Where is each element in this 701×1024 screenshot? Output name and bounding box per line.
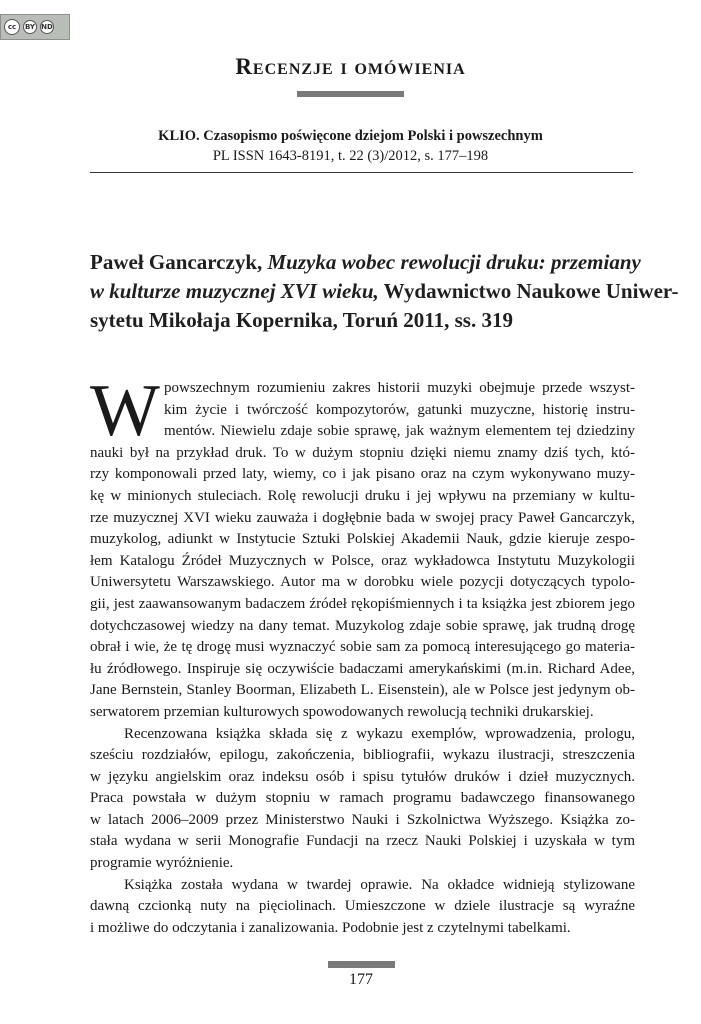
body-line: Recenzowana książka składa się z wykazu exemplów, wprowadzenia, prologu, [124, 725, 635, 742]
title-decoration-bar [297, 91, 404, 97]
book-title-text: w kulturze muzycznej XVI wieku, [90, 279, 379, 303]
cc-license-badge [0, 14, 70, 40]
body-line: w latach 2006–2009 przez Ministerstwo Nauki i Szkolnictwa Wyższego. Książka zo- [90, 811, 635, 828]
drop-cap: W [90, 370, 160, 452]
journal-name: KLIO. Czasopismo poświęcone dziejom Polski i powszechnym [158, 128, 543, 144]
body-line: dawną czcionką nuty na pięciolinach. Umieszczone w dziele ilustracje są wyraźne [90, 898, 635, 915]
body-line: Jane Bernstein, Stanley Boorman, Elizabeth L. Eisenstein), ale w Polsce jest jedynym ob- [90, 682, 635, 699]
section-title: Recenzje i omówienia [235, 54, 466, 79]
body-line: w języku angielskim oraz indeksu osób i spisu tytułów druków i dzieł muzycznych. [90, 768, 635, 785]
body-line: stała wydana w serii Monografie Fundacji na rzecz Nauki Polskiej i uzyskała w tym [90, 833, 635, 850]
header-rule [90, 172, 633, 173]
body-line: łem Katalogu Źródeł Muzycznych w Polsce, oraz wykładowca Instytutu Muzykologii [90, 552, 635, 569]
body-line: Uniwersytetu Warszawskiego. Autor ma w dorobku wiele pozycji dotyczących typolo- [90, 574, 635, 591]
body-line: sześciu rozdziałów, epilogu, zakończenia, bibliografii, wykazu ilustracji, streszczenia [90, 747, 635, 764]
book-title-text: Muzyka wobec rewolucji druku: przemiany [267, 250, 641, 274]
heading-text: Paweł Gancarczyk, [90, 250, 268, 274]
by-icon: BY [23, 20, 37, 34]
heading-text: Wydawnictwo Naukowe Uniwer- [378, 279, 679, 303]
body-line: rze muzycznej XVI wieku zauważa i dogłębnie bada w swojej pracy Paweł Gancarczyk, [90, 509, 635, 526]
body-line: dotychczasowej wiedzy na dany temat. Muzykolog zdaje sobie sprawę, jak trudną drogę [90, 617, 635, 634]
body-line: kim życie i twórczość kompozytorów, gatunki muzyczne, historię instru- [164, 401, 635, 418]
heading-line [90, 277, 679, 306]
heading-line [90, 306, 635, 335]
review-body [90, 370, 635, 939]
heading-line [90, 248, 641, 277]
body-line: mentów. Niewielu zdaje sobie sprawę, jak ważnym elementem tej dziedziny [164, 423, 635, 440]
body-line: gii, jest zaawansowanym badaczem źródeł rękopiśmiennych i ta książka jest zbiorem jego [90, 595, 635, 612]
body-line: powszechnym rozumieniu zakres historii muzyki obejmuje przede wszyst- [164, 380, 635, 396]
body-line: Książka została wydana w twardej oprawie. Na okładce widnieją stylizowane [124, 876, 635, 893]
review-heading [90, 248, 679, 335]
body-line: muzykolog, adiunkt w Instytucie Sztuki Polskiej Akademii Nauk, gdzie kieruje zespo- [90, 531, 635, 548]
page-number-bar [328, 961, 395, 968]
body-line: serwatorem przemian kulturowych spowodowanych rewolucją techniki drukarskiej. [90, 703, 594, 720]
body-line: Praca powstała w dużym stopniu w ramach programu badawczego finansowanego [90, 790, 635, 807]
body-line: nauki był na przykład druk. To w dużym stopniu dzięki niemu znamy dziś tych, któ- [90, 444, 635, 461]
page-number: 177 [349, 971, 373, 988]
body-line: łu źródłowego. Inspiruje się oczywiście badaczami amerykańskimi (m.in. Richard Adee, [90, 660, 635, 677]
body-line: rzy komponowali przed laty, wiemy, co i jak pisano oraz na czym wykonywano muzy- [90, 466, 635, 483]
nd-icon: ND [40, 20, 54, 34]
heading-text: sytetu Mikołaja Kopernika, Toruń 2011, ss. 319 [90, 308, 513, 332]
body-line: kę w minionych stuleciach. Rolę rewolucji druku i jej wpływu na przemiany w kultu- [90, 487, 635, 504]
body-line: obrał i wie, że tę drogę musi wyznaczyć sobie sam za pomocą interesującego go materia- [90, 639, 635, 656]
cc-icon: cc [4, 19, 20, 35]
body-line: programie wyróżnienie. [90, 855, 234, 872]
journal-issn: PL ISSN 1643-8191, t. 22 (3)/2012, s. 177–198 [212, 148, 489, 164]
body-line: i możliwe do odczytania i zanalizowania. Podobnie jest z czytelnymi tabelkami. [90, 919, 571, 936]
